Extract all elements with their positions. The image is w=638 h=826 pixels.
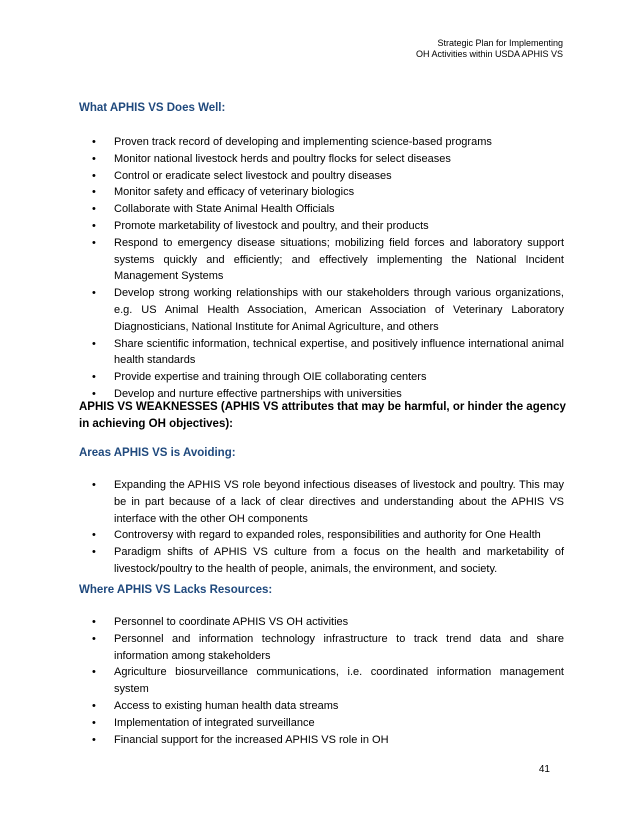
- bullet-icon: •: [92, 287, 96, 300]
- list-item: • Develop and nurture effective partnerships with universities: [0, 386, 564, 403]
- bullet-icon: •: [92, 152, 96, 165]
- bullet-icon: •: [92, 186, 96, 199]
- weaknesses-heading: APHIS VS WEAKNESSES (APHIS VS attributes that may be harmful, or hinder the agency in achieving OH objectives):: [79, 401, 566, 430]
- avoiding-heading: Areas APHIS VS is Avoiding:: [79, 447, 236, 459]
- bullet-icon: •: [92, 616, 96, 628]
- header-line-1: Strategic Plan for Implementing: [437, 38, 563, 48]
- page-number: 41: [538, 764, 550, 775]
- bullet-icon: •: [92, 529, 96, 542]
- avoiding-list: [0, 477, 638, 578]
- list-item: • Agriculture biosurveillance communications, i.e. coordinated information management system: [92, 666, 564, 696]
- lacks-resources-heading: Where APHIS VS Lacks Resources:: [79, 584, 273, 596]
- list-item: • Implementation of integrated surveillance: [0, 715, 564, 732]
- bullet-icon: •: [92, 371, 96, 384]
- bullet-icon: •: [92, 203, 96, 216]
- running-header: [416, 38, 563, 60]
- bullet-icon: •: [92, 337, 96, 350]
- bullet-icon: •: [92, 219, 96, 232]
- list-item: • Personnel to coordinate APHIS VS OH activities: [0, 614, 564, 631]
- list-item: • Personnel and information technology infrastructure to track trend data and share information among stakeholders: [92, 632, 564, 662]
- bullet-icon: •: [92, 387, 96, 400]
- list-item: • Proven track record of developing and implementing science-based programs: [0, 134, 564, 151]
- lacks-resources-list: [0, 614, 638, 748]
- list-item: • Financial support for the increased APHIS VS role in OH: [0, 732, 564, 749]
- list-item: • Promote marketability of livestock and poultry, and their products: [0, 218, 564, 235]
- bullet-icon: •: [92, 169, 96, 182]
- header-line-2: OH Activities within USDA APHIS VS: [415, 49, 563, 59]
- list-item: • Respond to emergency disease situations; mobilizing field forces and laboratory support systems quickly and efficiently; and effectively implementing the National Incident Management Systems: [92, 236, 564, 283]
- list-item: • Control or eradicate select livestock and poultry diseases: [0, 168, 564, 185]
- list-item: • Access to existing human health data streams: [0, 698, 564, 715]
- list-item: • Expanding the APHIS VS role beyond infectious diseases of livestock and poultry. This may be in part because of a lack of clear directives and understanding about the APHIS VS interface with the other OH components: [92, 479, 564, 525]
- bullet-icon: •: [92, 699, 96, 712]
- does-well-list: [0, 134, 638, 403]
- bullet-icon: •: [92, 136, 96, 148]
- bullet-icon: •: [92, 666, 96, 679]
- bullet-icon: •: [92, 236, 96, 249]
- list-item: • Monitor safety and efficacy of veterinary biologics: [0, 184, 564, 201]
- list-item: • Collaborate with State Animal Health Officials: [0, 201, 564, 218]
- bullet-icon: •: [92, 632, 96, 645]
- list-item: • Share scientific information, technical expertise, and positively influence international animal health standards: [92, 337, 564, 367]
- list-item: • Paradigm shifts of APHIS VS culture from a focus on the health and marketability of livestock/poultry to the health of people, animals, the environment, and society.: [92, 546, 564, 575]
- bullet-icon: •: [92, 546, 96, 559]
- list-item: • Provide expertise and training through OIE collaborating centers: [0, 369, 564, 386]
- bullet-icon: •: [92, 733, 96, 746]
- does-well-heading: What APHIS VS Does Well:: [79, 102, 226, 114]
- list-item: • Controversy with regard to expanded roles, responsibilities and authority for One Health: [0, 527, 564, 544]
- bullet-icon: •: [92, 479, 96, 491]
- bullet-icon: •: [92, 716, 96, 729]
- list-item: • Monitor national livestock herds and poultry flocks for select diseases: [0, 151, 564, 168]
- list-item: • Develop strong working relationships with our stakeholders through various organizations, e.g. US Animal Health Association, American Association of Veterinary Laboratory Diagnosticians, National Institute for Animal Agriculture, and others: [92, 287, 564, 333]
